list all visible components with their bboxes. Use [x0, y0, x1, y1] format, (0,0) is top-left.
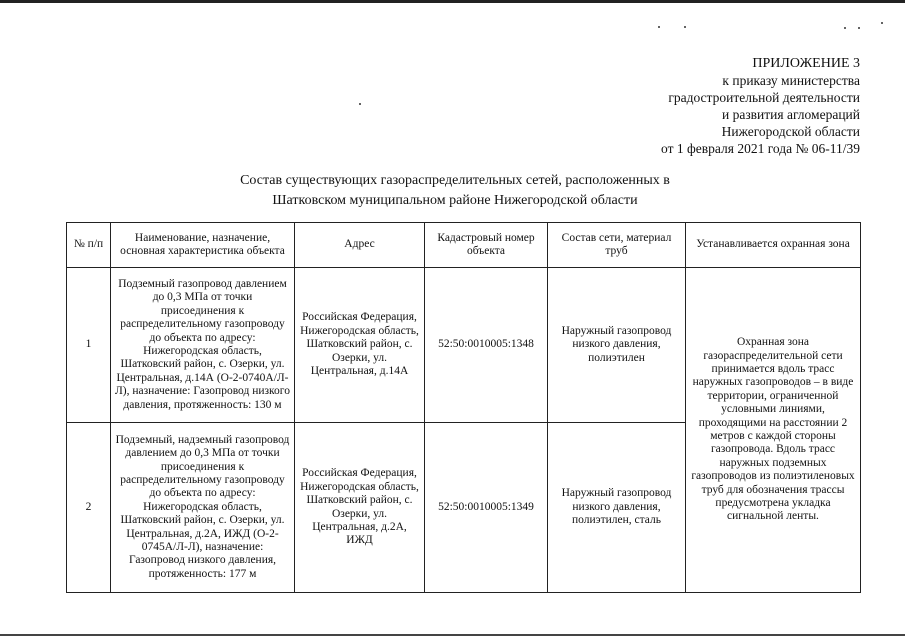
scan-speck: [844, 27, 846, 29]
scan-speck: [658, 26, 660, 28]
row-address: Российская Федерация, Нижегородская область, Шатковский район, с. Озерки, ул. Центральная, д.14А: [295, 268, 425, 423]
header-address: Адрес: [295, 223, 425, 268]
row-network: Наружный газопровод низкого давления, полиэтилен, сталь: [548, 423, 686, 593]
table-row: [67, 268, 861, 423]
appendix-block: [540, 55, 860, 157]
header-network: Состав сети, материал труб: [548, 223, 686, 268]
row-name: Подземный, надземный газопровод давлением до 0,3 МПа от точки присоединения к распределительному газопроводу до объекта по адресу: Нижегородская область, Шатковский район, с. Озерки, ул. Центральная, д.2А, ИЖД (О-2-0745А/Л-Л), назначение: Газопровод низкого давления, протяженность: 177 м: [111, 423, 295, 593]
scan-speck: [881, 22, 883, 24]
appendix-heading: ПРИЛОЖЕНИЕ 3: [752, 56, 860, 71]
scan-top-edge: [0, 0, 905, 3]
row-num: 2: [67, 423, 111, 593]
header-cadastral: Кадастровый номер объекта: [425, 223, 548, 268]
row-address: Российская Федерация, Нижегородская область, Шатковский район, с. Озерки, ул. Центральная, д.2А, ИЖД: [295, 423, 425, 593]
row-cadastral: 52:50:0010005:1349: [425, 423, 548, 593]
table-header-row: [67, 223, 861, 268]
title-line: Состав существующих газораспределительных сетей, расположенных в: [240, 173, 670, 188]
row-cadastral: 52:50:0010005:1348: [425, 268, 548, 423]
row-name: Подземный газопровод давлением до 0,3 МПа от точки присоединения к распределительному газопроводу до объекта по адресу: Нижегородская область, Шатковский район, с. Озерки, ул. Центральная, д.14А (О-2-0740А/Л-Л), назначение: Газопровод низкого давления, протяженность: 130 м: [111, 268, 295, 423]
row-network: Наружный газопровод низкого давления, полиэтилен: [548, 268, 686, 423]
document-title: [150, 171, 760, 211]
scan-bottom-edge: [0, 634, 905, 636]
title-line: Шатковском муниципальном районе Нижегородской области: [272, 193, 638, 208]
header-num: № п/п: [67, 223, 111, 268]
row-num: 1: [67, 268, 111, 423]
security-zone-cell: Охранная зона газораспределительной сети принимается вдоль трасс наружных газопроводов – в виде территории, ограниченной условными линиями, проходящими на расстоянии 2 метров с каждой стороны газопровода. Вдоль трасс наружных подземных газопроводов из полиэтиленовых труб для обозначения трассы предусмотрена укладка сигнальной ленты.: [686, 268, 861, 593]
scan-speck: [359, 103, 361, 105]
appendix-line: к приказу министерства: [722, 73, 860, 88]
appendix-line: градостроительной деятельности: [668, 90, 860, 105]
gas-network-table: [66, 222, 861, 593]
appendix-line: и развития агломераций: [721, 107, 860, 122]
appendix-order-date: от 1 февраля 2021 года № 06-11/39: [661, 141, 860, 156]
header-name: Наименование, назначение, основная характеристика объекта: [111, 223, 295, 268]
appendix-line: Нижегородской области: [721, 124, 860, 139]
scan-speck: [858, 27, 860, 29]
header-zone: Устанавливается охранная зона: [686, 223, 861, 268]
scan-speck: [684, 26, 686, 28]
